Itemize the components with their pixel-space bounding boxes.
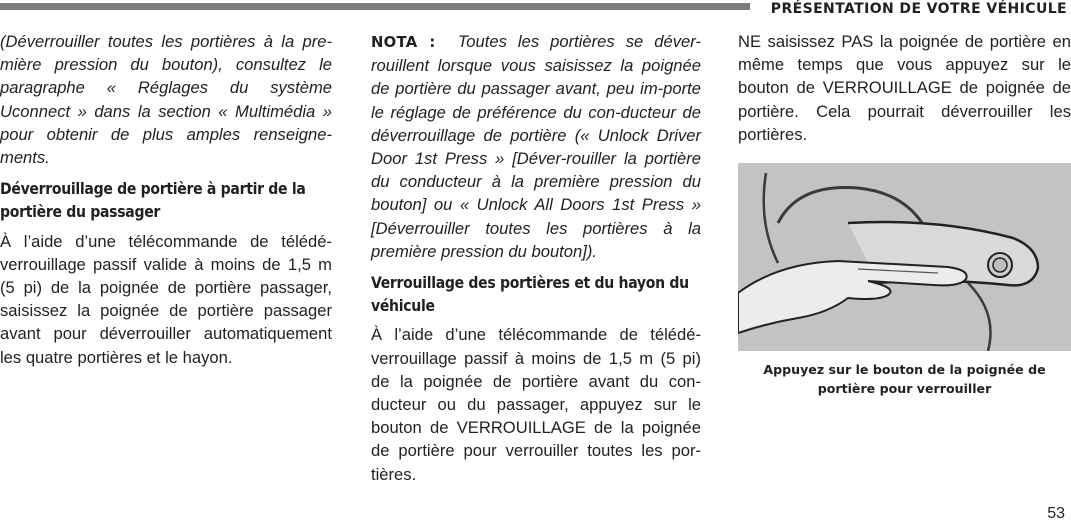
nota-text: Toutes les portières se déver-rouillent lorsque vous saisissez la poignée de portière du passager avant, peu im-porte le réglage de préférence du con-ducteur de déverrouillage de portière (« Unlock Driver Door 1st Press » [Déver-rouiller la portière du conducteur à la première pression du bouton] ou « Unlock All Doors 1st Press » [Déverrouiller toutes les portières à la première pression du bouton]).	[371, 32, 701, 261]
nota-paragraph	[371, 30, 701, 263]
passenger-unlock-heading: Déverrouillage de portière à partir de la portière du passager	[0, 180, 306, 222]
page-number: 53	[1047, 505, 1065, 522]
column-right	[738, 30, 1071, 155]
figure-caption: Appuyez sur le bouton de la poignée de portière pour verrouiller	[763, 362, 1046, 396]
passenger-unlock-paragraph: À l’aide d’une télécommande de télédé-verrouillage passif valide à moins de 1,5 m (5 pi) de la poignée de portière passager, saisissez la poignée de portière passager avant pour déverrouiller automatiquement les quatre portières et le hayon.	[0, 231, 332, 367]
nota-label: NOTA :	[371, 34, 436, 51]
door-handle-illustration	[738, 163, 1071, 351]
page-header	[0, 0, 1071, 18]
lock-heading: Verrouillage des portières et du hayon du véhicule	[371, 274, 689, 316]
column-middle	[371, 30, 701, 495]
warning-paragraph: NE saisissez PAS la poignée de portière en même temps que vous appuyez sur le bouton de VERROUILLAGE de poignée de portière. Cela pourrait déverrouiller les portières.	[738, 32, 1071, 144]
door-handle-drawing	[738, 163, 1071, 351]
header-rule	[0, 3, 750, 10]
lock-paragraph: À l’aide d’une télécommande de télédé-verrouillage passif à moins de 1,5 m (5 pi) de la poignée de portière avant du con-ducteur ou du passager, appuyez sur le bouton de VERROUILLAGE de la poignée de portière pour verrouiller toutes les por-tières.	[371, 325, 701, 484]
intro-paragraph: (Déverrouiller toutes les portières à la pre-mière pression du bouton), consultez le paragraphe « Réglages du système Uconnect » dans la section « Multimédia » pour obtenir de plus amples renseigne-ments.	[0, 32, 332, 168]
column-left	[0, 30, 332, 378]
section-title: PRÉSENTATION DE VOTRE VÉHICULE	[765, 0, 1067, 18]
